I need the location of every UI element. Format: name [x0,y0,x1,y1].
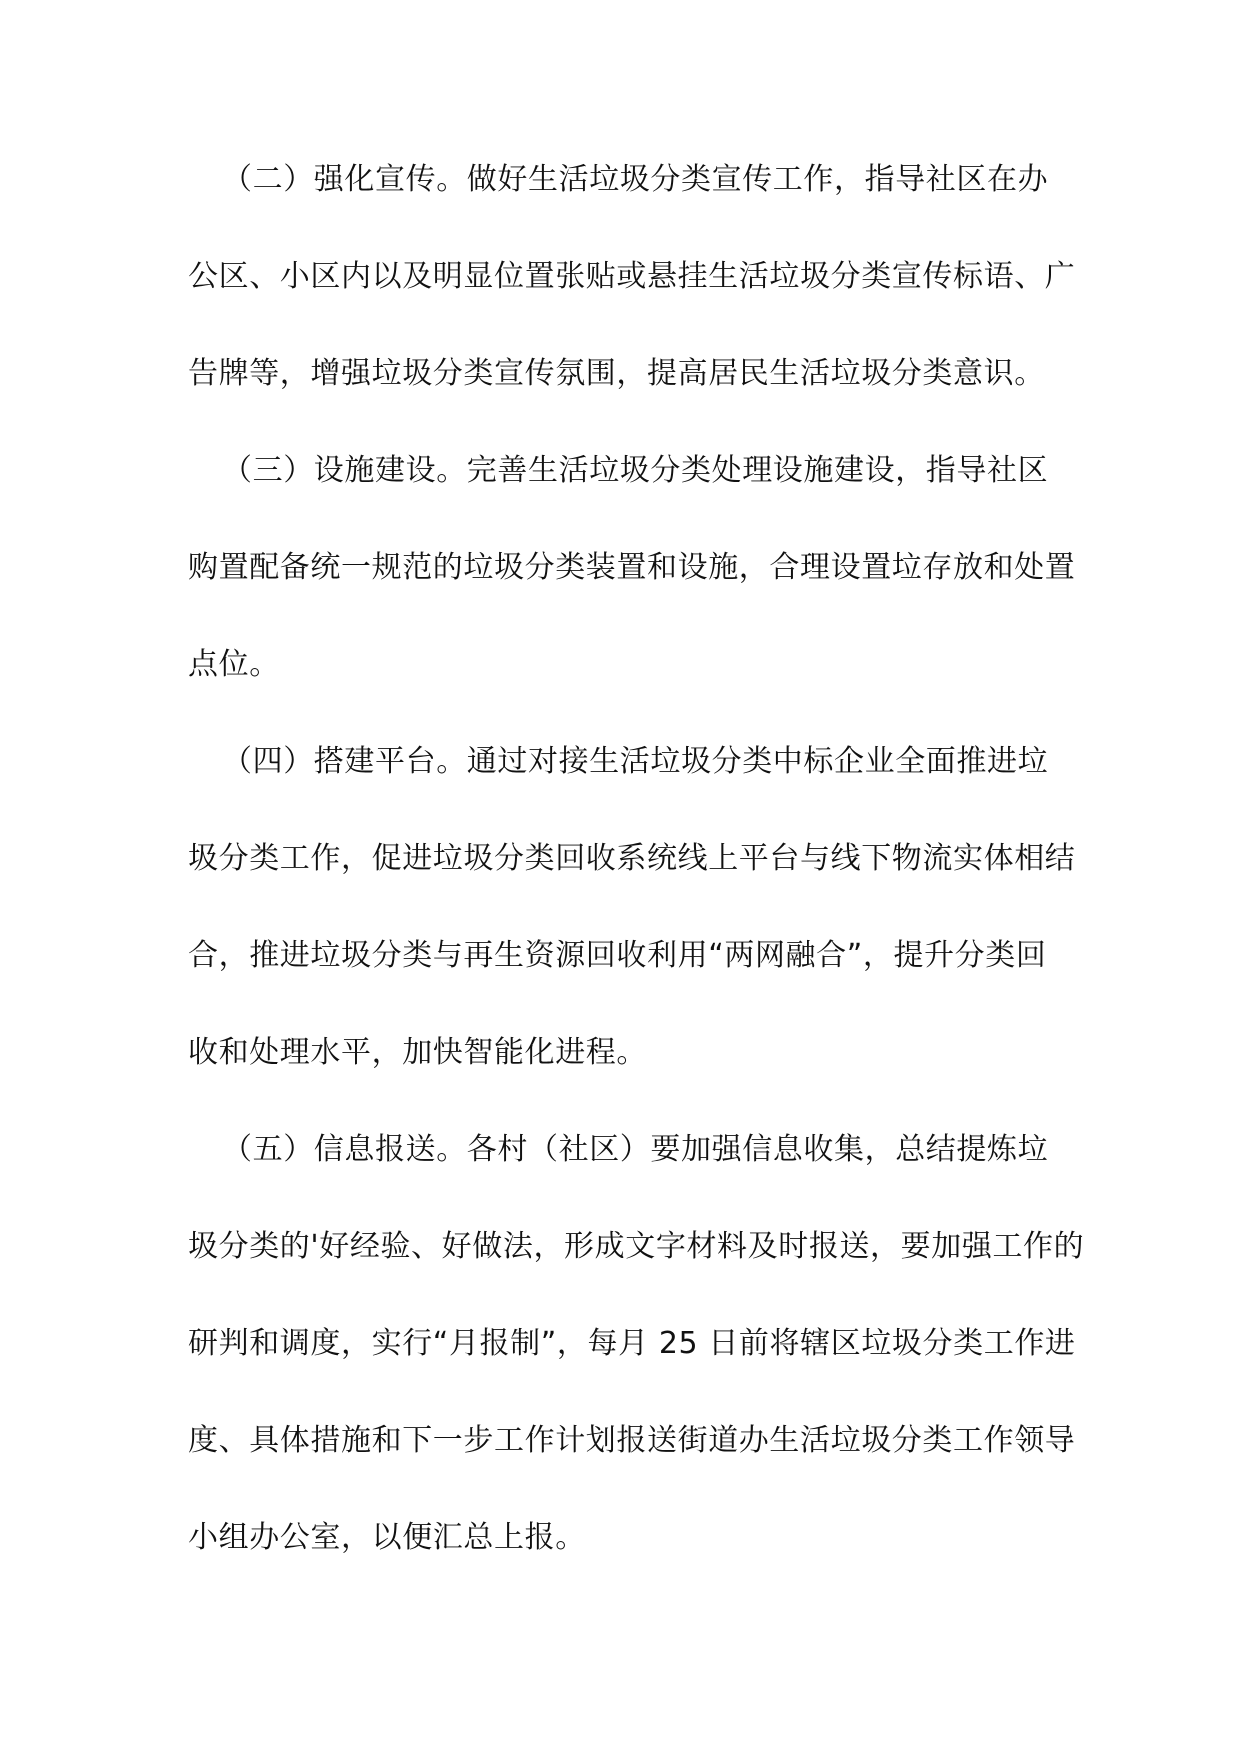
text-line: 合，推进垃圾分类与再生资源回收利用“两网融合”，提升分类回 [188,938,1047,973]
text-line: 收和处理水平，加快智能化进程。 [188,1035,647,1070]
text-line: （二）强化宣传。做好生活垃圾分类宣传工作，指导社区在办 [222,162,1049,197]
text-line: 度、具体措施和下一步工作计划报送街道办生活垃圾分类工作领导 [188,1423,1076,1458]
text-line: 圾分类的'好经验、好做法，形成文字材料及时报送，要加强工作的 [188,1229,1085,1264]
text-line: 购置配备统一规范的垃圾分类装置和设施，合理设置垃存放和处置 [188,550,1076,585]
text-line: 研判和调度，实行“月报制”，每月 25 日前将辖区垃圾分类工作进 [188,1326,1076,1361]
text-line: 点位。 [188,647,280,682]
text-line: 公区、小区内以及明显位置张贴或悬挂生活垃圾分类宣传标语、广 [188,259,1076,294]
text-line: 小组办公室，以便汇总上报。 [188,1520,586,1555]
text-line: 告牌等，增强垃圾分类宣传氛围，提高居民生活垃圾分类意识。 [188,356,1045,391]
text-line: 圾分类工作，促进垃圾分类回收系统线上平台与线下物流实体相结 [188,841,1076,876]
text-line: （五）信息报送。各村（社区）要加强信息收集，总结提炼垃 [222,1132,1049,1167]
text-line: （四）搭建平台。通过对接生活垃圾分类中标企业全面推进垃 [222,744,1049,779]
text-line: （三）设施建设。完善生活垃圾分类处理设施建设，指导社区 [222,453,1049,488]
